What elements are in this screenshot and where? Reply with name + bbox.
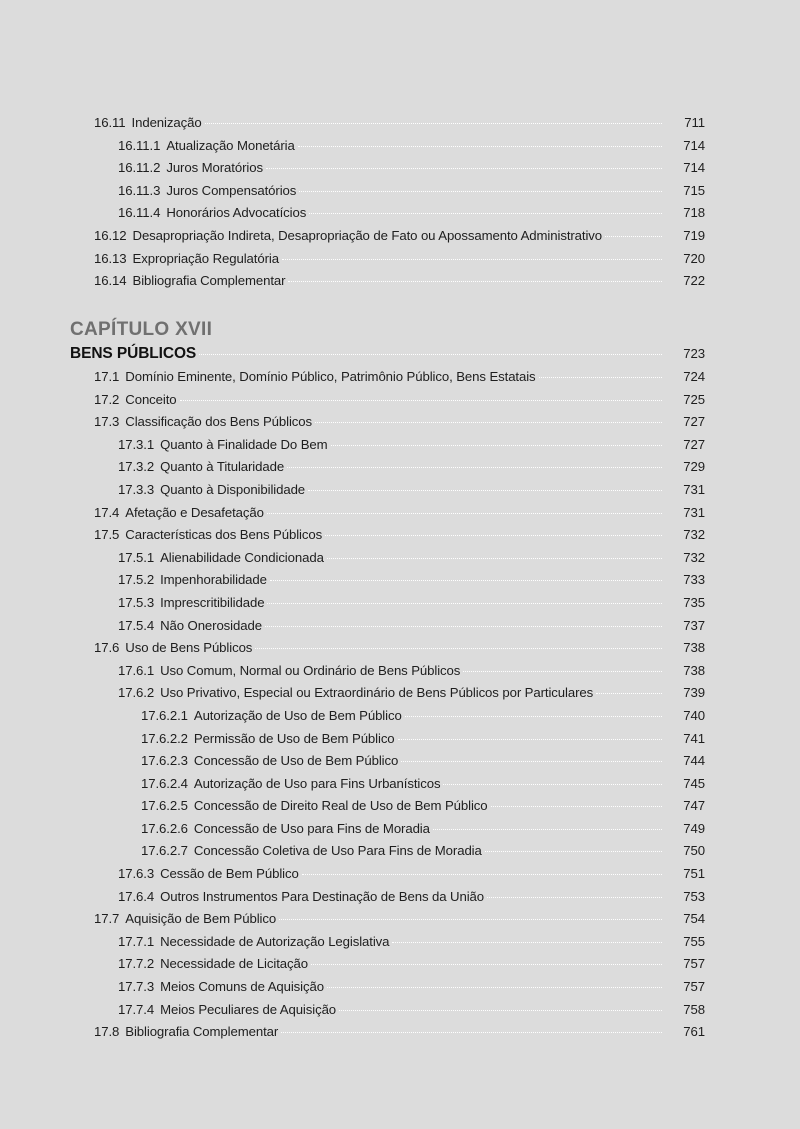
toc-entry-title: Uso Comum, Normal ou Ordinário de Bens Públicos <box>160 662 461 678</box>
dot-leader <box>433 829 662 830</box>
toc-entry-title: Uso Privativo, Especial ou Extraordinário de Bens Públicos por Particulares <box>160 685 594 701</box>
toc-entry-number: 17.7.4 <box>118 1001 155 1017</box>
toc-entry-page-number: 744 <box>683 753 705 769</box>
toc-entry-number: 17.3.1 <box>118 436 155 452</box>
toc-entry-title: Alienabilidade Condicionada <box>160 549 324 565</box>
toc-entry[interactable] <box>0 886 800 909</box>
toc-entry-title: Imprescritibilidade <box>160 594 265 610</box>
toc-entry-title: Outros Instrumentos Para Destinação de Bens da União <box>160 888 485 904</box>
dot-leader <box>255 648 662 649</box>
toc-entry-page-number: 741 <box>683 730 705 746</box>
toc-entry-number: 16.11.3 <box>118 182 161 198</box>
toc-entry-page-number: 750 <box>683 843 705 859</box>
toc-entry-page-number: 754 <box>683 911 705 927</box>
toc-entry-title: Juros Compensatórios <box>166 182 297 198</box>
dot-leader <box>463 671 662 672</box>
dot-leader <box>199 354 662 355</box>
dot-leader <box>405 716 662 717</box>
toc-entry-page-number: 725 <box>683 391 705 407</box>
toc-entry-number: 17.5.1 <box>118 549 155 565</box>
toc-entry[interactable] <box>0 637 800 660</box>
dot-leader <box>605 236 662 237</box>
toc-entry-page-number: 747 <box>683 798 705 814</box>
toc-entry-number: 17.7.1 <box>118 933 155 949</box>
toc-entry-number: 16.13 <box>94 250 127 266</box>
toc-entry-page-number: 732 <box>683 549 705 565</box>
toc-entry-page-number: 735 <box>683 594 705 610</box>
toc-entry-title: Quanto à Disponibilidade <box>160 481 306 497</box>
chapter-title: BENS PÚBLICOS <box>70 345 197 362</box>
toc-entry-page-number: 718 <box>683 205 705 221</box>
toc-entry[interactable] <box>0 366 800 389</box>
toc-entry-page-number: 731 <box>683 504 705 520</box>
toc-entry[interactable] <box>0 524 800 547</box>
toc-entry-page-number: 738 <box>683 640 705 656</box>
dot-leader <box>331 445 662 446</box>
dot-leader <box>398 739 662 740</box>
toc-entry-title: Autorização de Uso para Fins Urbanísticos <box>193 775 441 791</box>
dot-leader <box>315 422 662 423</box>
toc-entry-title: Autorização de Uso de Bem Público <box>193 707 402 723</box>
dot-leader <box>485 851 662 852</box>
dot-leader <box>298 146 662 147</box>
dot-leader <box>205 123 662 124</box>
dot-leader <box>308 490 662 491</box>
toc-entry-page-number: 732 <box>683 527 705 543</box>
toc-entry-page-number: 739 <box>683 685 705 701</box>
dot-leader <box>270 580 662 581</box>
toc-entry[interactable] <box>0 615 800 638</box>
toc-entry[interactable] <box>0 225 800 248</box>
toc-entry-page-number: 740 <box>683 707 705 723</box>
toc-entry-number: 16.11 <box>94 115 126 130</box>
dot-leader <box>266 168 662 169</box>
toc-entry-page-number: 714 <box>683 160 705 176</box>
dot-leader <box>539 377 662 378</box>
toc-entry[interactable] <box>0 931 800 954</box>
toc-entry-title: Honorários Advocatícios <box>166 205 307 221</box>
toc-entry[interactable] <box>0 502 800 525</box>
toc-entry-number: 17.3 <box>94 414 120 430</box>
dot-leader <box>401 761 662 762</box>
toc-entry-number: 17.5.2 <box>118 572 155 588</box>
toc-entry-title: Cessão de Bem Público <box>160 866 299 882</box>
toc-entry-title: Bibliografia Complementar <box>132 273 286 289</box>
toc-entry-number: 17.6.2.5 <box>141 798 188 814</box>
toc-entry[interactable] <box>0 750 800 773</box>
toc-entry-title: Concessão de Direito Real de Uso de Bem Público <box>193 798 488 814</box>
toc-entry[interactable] <box>0 434 800 457</box>
toc-entry-page-number: 745 <box>683 775 705 791</box>
toc-entry-page-number: 755 <box>683 933 705 949</box>
dot-leader <box>325 535 662 536</box>
toc-entry-page-number: 714 <box>683 137 705 153</box>
toc-entry-title: Necessidade de Licitação <box>160 956 308 972</box>
toc-entry-number: 17.6.4 <box>118 888 155 904</box>
toc-entry[interactable] <box>0 389 800 412</box>
dot-leader <box>282 259 662 260</box>
toc-entry[interactable] <box>0 479 800 502</box>
dot-leader <box>487 897 662 898</box>
toc-entry-title: Classificação dos Bens Públicos <box>125 414 313 430</box>
toc-entry-number: 17.6.2.3 <box>141 753 188 769</box>
toc-entry[interactable] <box>0 135 800 158</box>
toc-entry-number: 16.12 <box>94 227 127 243</box>
toc-entry-title: Bibliografia Complementar <box>125 1024 279 1040</box>
toc-entry-number: 17.7.2 <box>118 956 155 972</box>
toc-entry[interactable] <box>0 863 800 886</box>
toc-entry[interactable] <box>0 976 800 999</box>
dot-leader <box>491 806 662 807</box>
toc-entry-page-number: 753 <box>683 888 705 904</box>
toc-entry-page-number: 738 <box>683 662 705 678</box>
dot-leader <box>311 964 662 965</box>
toc-chapter <box>0 343 800 366</box>
dot-leader <box>302 874 662 875</box>
dot-leader <box>180 400 662 401</box>
dot-leader <box>392 942 662 943</box>
dot-leader <box>339 1010 662 1011</box>
toc-entry-title: Juros Moratórios <box>166 160 263 176</box>
toc-entry-page-number: 749 <box>683 820 705 836</box>
dot-leader <box>327 558 662 559</box>
toc-entry[interactable] <box>0 705 800 728</box>
toc-entry-title: Permissão de Uso de Bem Público <box>193 730 395 746</box>
toc-section-16 <box>0 112 800 293</box>
toc-entry-page-number: 724 <box>683 369 705 384</box>
toc-entry-title: Indenização <box>131 115 202 130</box>
toc-entry[interactable] <box>0 456 800 479</box>
toc-entry[interactable] <box>0 411 800 434</box>
toc-entry-title: Conceito <box>125 391 177 407</box>
toc-entry[interactable] <box>0 795 800 818</box>
toc-entry[interactable] <box>0 547 800 570</box>
toc-entry-title: Quanto à Titularidade <box>160 459 285 475</box>
toc-entry-number: 17.6 <box>94 640 120 656</box>
toc-entry-number: 17.6.3 <box>118 866 155 882</box>
toc-entry-number: 17.6.2.1 <box>141 707 188 723</box>
toc-entry-number: 17.2 <box>94 391 120 407</box>
toc-entry-page-number: 751 <box>683 866 705 882</box>
toc-entry-page-number: 711 <box>684 115 705 130</box>
toc-entry-page-number: 727 <box>683 436 705 452</box>
toc-entry-title: Meios Peculiares de Aquisição <box>160 1001 337 1017</box>
toc-entry[interactable] <box>0 953 800 976</box>
toc-entry-title: Quanto à Finalidade Do Bem <box>160 436 328 452</box>
toc-entry[interactable] <box>0 112 800 135</box>
toc-entry-number: 17.4 <box>94 504 120 520</box>
toc-entry[interactable] <box>0 569 800 592</box>
dot-leader <box>299 191 662 192</box>
toc-entry[interactable] <box>0 270 800 293</box>
dot-leader <box>281 1032 662 1033</box>
toc-entry[interactable] <box>0 728 800 751</box>
toc-entry[interactable] <box>0 157 800 180</box>
toc-entry-number: 16.11.1 <box>118 137 161 153</box>
toc-entry-page-number: 757 <box>683 956 705 972</box>
toc-entry[interactable] <box>0 202 800 225</box>
toc-entry[interactable] <box>0 248 800 271</box>
toc-entry[interactable] <box>0 818 800 841</box>
dot-leader <box>327 987 662 988</box>
toc-entry-page-number: 731 <box>683 481 705 497</box>
dot-leader <box>265 626 662 627</box>
toc-entry-number: 17.6.2.2 <box>141 730 188 746</box>
dot-leader <box>443 784 662 785</box>
toc-entry[interactable] <box>0 660 800 683</box>
dot-leader <box>309 213 662 214</box>
toc-entry-number: 16.11.2 <box>118 160 161 176</box>
toc-entry-title: Domínio Eminente, Domínio Público, Patrimônio Público, Bens Estatais <box>125 369 536 384</box>
toc-entry-page-number: 727 <box>683 414 705 430</box>
dot-leader <box>267 603 662 604</box>
toc-entry-title: Concessão de Uso de Bem Público <box>193 753 399 769</box>
dot-leader <box>287 467 662 468</box>
toc-entry-page-number: 733 <box>683 572 705 588</box>
toc-entry-number: 17.5.4 <box>118 617 155 633</box>
toc-entry-title: Meios Comuns de Aquisição <box>160 979 324 995</box>
toc-entry-page-number: 757 <box>683 979 705 995</box>
toc-entry[interactable] <box>0 1021 800 1044</box>
toc-entry[interactable] <box>0 908 800 931</box>
toc-entry-title: Uso de Bens Públicos <box>125 640 253 656</box>
toc-entry-number: 17.7.3 <box>118 979 155 995</box>
toc-entry-title: Não Onerosidade <box>160 617 262 633</box>
toc-entry[interactable] <box>0 682 800 705</box>
toc-entry-number: 17.5.3 <box>118 594 155 610</box>
toc-entry-number: 16.14 <box>94 273 127 289</box>
toc-entry[interactable] <box>0 773 800 796</box>
toc-entry-title: Afetação e Desafetação <box>125 504 264 520</box>
toc-entry-title: Concessão Coletiva de Uso Para Fins de Moradia <box>193 843 482 859</box>
toc-entry[interactable] <box>0 999 800 1022</box>
toc-entry-number: 17.6.2.4 <box>141 775 188 791</box>
toc-entry-number: 17.3.2 <box>118 459 155 475</box>
toc-entry-page-number: 729 <box>683 459 705 475</box>
toc-entry-number: 17.6.2 <box>118 685 155 701</box>
toc-entry-page-number: 715 <box>683 182 705 198</box>
toc-entry-number: 17.6.2.6 <box>141 820 188 836</box>
toc-entry-page-number: 761 <box>683 1024 705 1040</box>
toc-entry-title: Atualização Monetária <box>166 137 295 153</box>
toc-entry-chapter[interactable] <box>0 343 800 366</box>
toc-entry-number: 16.11.4 <box>118 205 161 221</box>
toc-entry-page-number: 758 <box>683 1001 705 1017</box>
chapter-label: CAPÍTULO XVII <box>70 319 213 340</box>
toc-entry-title: Características dos Bens Públicos <box>125 527 323 543</box>
toc-entry-title: Necessidade de Autorização Legislativa <box>160 933 390 949</box>
dot-leader <box>279 919 662 920</box>
toc-entry-page-number: 720 <box>683 250 705 266</box>
toc-entry-number: 17.1 <box>94 369 120 384</box>
dot-leader <box>267 513 662 514</box>
toc-entry-title: Concessão de Uso para Fins de Moradia <box>193 820 430 836</box>
toc-entry-number: 17.7 <box>94 911 120 927</box>
toc-entry-title: Expropriação Regulatória <box>132 250 279 266</box>
toc-entry[interactable] <box>0 592 800 615</box>
toc-entry-title: Desapropriação Indireta, Desapropriação de Fato ou Apossamento Administrativo <box>132 227 603 243</box>
chapter-page-number: 723 <box>683 346 705 361</box>
toc-entry-page-number: 737 <box>683 617 705 633</box>
toc-entry[interactable] <box>0 840 800 863</box>
toc-entry-title: Aquisição de Bem Público <box>125 911 277 927</box>
dot-leader <box>288 281 662 282</box>
toc-entry-number: 17.6.2.7 <box>141 843 188 859</box>
toc-entry-page-number: 722 <box>683 273 705 289</box>
dot-leader <box>596 693 662 694</box>
toc-entry-number: 17.6.1 <box>118 662 155 678</box>
toc-entry-number: 17.5 <box>94 527 120 543</box>
toc-entry-number: 17.8 <box>94 1024 120 1040</box>
toc-entry[interactable] <box>0 180 800 203</box>
toc-entry-number: 17.3.3 <box>118 481 155 497</box>
toc-entry-title: Impenhorabilidade <box>160 572 267 588</box>
toc-entry-page-number: 719 <box>683 227 705 243</box>
toc-section-17 <box>0 366 800 1044</box>
